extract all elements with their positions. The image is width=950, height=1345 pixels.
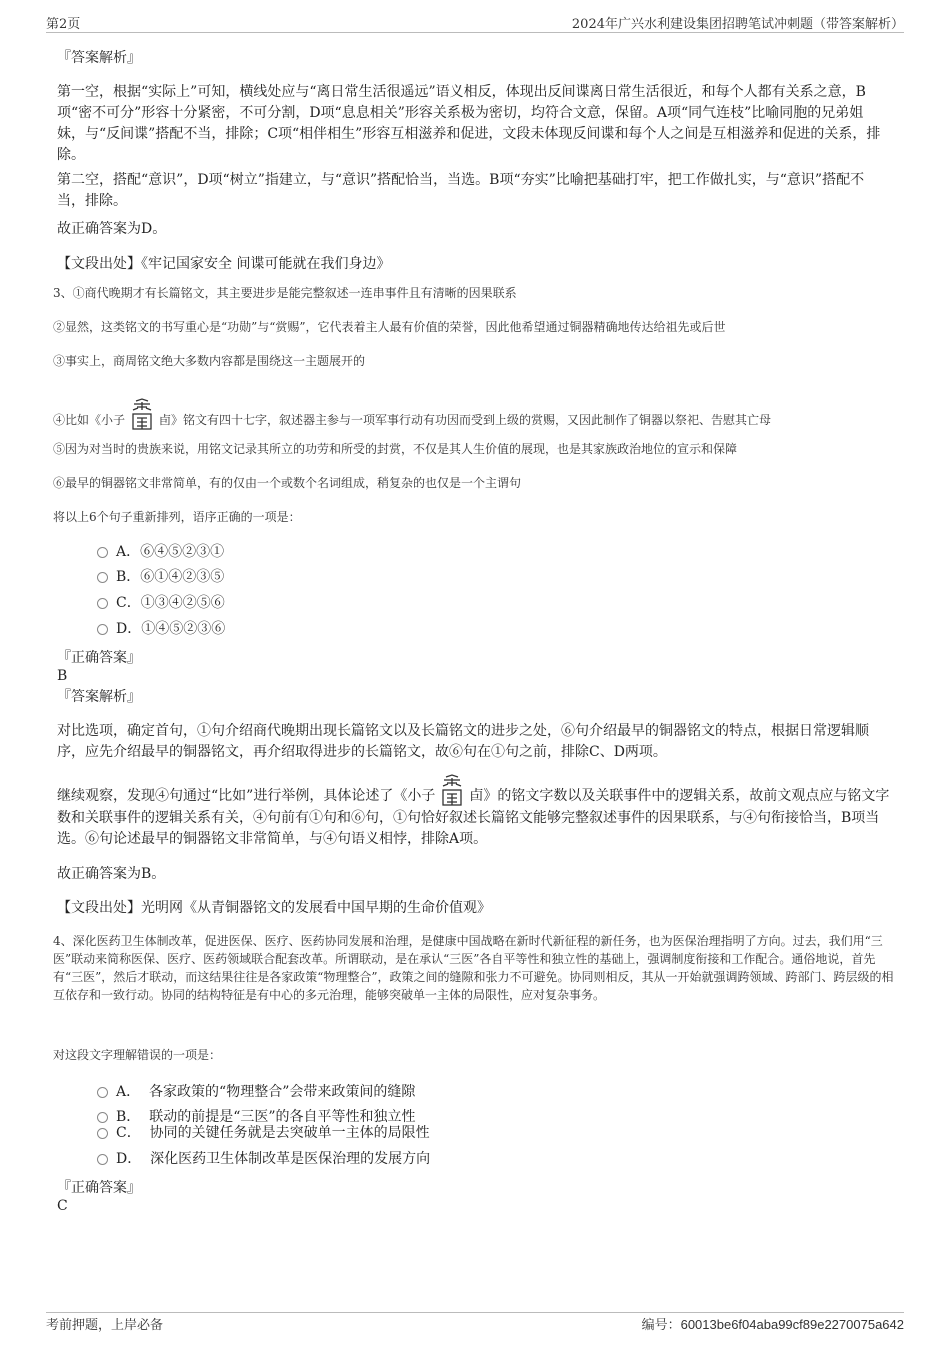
q4-option-b[interactable]: B． 联动的前提是“三医”的各自平等性和独立性: [97, 1107, 416, 1127]
q3-analysis-para1: 对比选项，确定首句，①句介绍商代晚期出现长篇铭文以及长篇铭文的进步之处，⑥句介绍最早的铜器铭文的特点，根据日常逻辑顺序，应先介绍最早的铜器铭文，再介绍取得进步的长篇铭文，故⑥句在①句之前，排除C、D两项。: [57, 723, 869, 760]
q3-prompt: 将以上6个句子重新排列，语序正确的一项是：: [53, 510, 301, 524]
q4-option-d[interactable]: D． 深化医药卫生体制改革是医保治理的发展方向: [97, 1149, 430, 1169]
footer-serial: [642, 1314, 904, 1333]
footer-serial-label: 编号：: [641, 1318, 681, 1333]
radio-icon[interactable]: [97, 1154, 108, 1165]
radio-icon[interactable]: [97, 624, 108, 635]
radio-icon[interactable]: [97, 1128, 108, 1139]
q3-sentence-4: [53, 398, 771, 432]
q3-sentence-2: ②显然，这类铭文的书写重心是“功勋”与“赏赐”，它代表着主人最有价值的荣誉，因此他希望通过铜器精确地传达给祖先或后世: [53, 320, 726, 334]
q3-option-c[interactable]: C．①③④②⑤⑥: [97, 593, 225, 613]
q4-option-a[interactable]: A． 各家政策的“物理整合”会带来政策间的缝隙: [97, 1082, 415, 1102]
q4-option-c[interactable]: C． 协同的关键任务就是去突破单一主体的局限性: [97, 1123, 430, 1143]
q3-option-a[interactable]: A．⑥④⑤②③①: [97, 542, 224, 562]
q4-stem: 4、深化医药卫生体制改革，促进医保、医疗、医药协同发展和治理，是健康中国战略在新时代新征程的新任务，也为医保治理指明了方向。过去，我们用“三医”联动来简称医保、医疗、医药领域联合配套改革。所谓联动，是在承认“三医”各自平等性和独立性的基础上，强调制度衔接和工作配合。通俗地说，首先有“三医”，然后才联动，而这结果往往是各家政策“物理整合”，政策之间的缝隙和张力不可避免。协同则相反，其从一开始就强调跨领域、跨部门、跨层级的相互依存和一致行动。协同的结构特征是有中心的多元治理，能够突破单一主体的局限性，应对复杂事务。: [53, 934, 894, 1002]
radio-icon[interactable]: [97, 572, 108, 583]
q3-sentence-1: 3、①商代晚期才有长篇铭文，其主要进步是能完整叙述一连串事件且有清晰的因果联系: [53, 286, 517, 300]
q3-option-d[interactable]: D．①④⑤②③⑥: [97, 619, 225, 639]
q2-analysis-para1: 第一空，根据“实际上”可知，横线处应与“离日常生活很遥远”语义相反，体现出反间谍离日常生活很近，和每个人都有关系之意，B项“密不可分”形容十分紧密，不可分割，D项“息息相关”形容关系极为密切，均符合文意，保留。A项“同气连枝”比喻同胞的兄弟姐妹，与“反间谍”搭配不当，排除；C项“相伴相生”形容互相滋养和促进，文段未体现反间谍和每个人之间是互相滋养和促进的关系，排除。: [57, 84, 881, 163]
ancient-character-glyph-icon: [438, 774, 466, 808]
q4-prompt: 对这段文字理解错误的一项是：: [53, 1048, 222, 1062]
radio-icon[interactable]: [97, 1087, 108, 1098]
radio-icon[interactable]: [97, 547, 108, 558]
ancient-character-glyph-icon: [128, 398, 156, 432]
q2-conclusion: 故正确答案为D。: [57, 221, 167, 237]
page-number: 第2页: [46, 17, 81, 32]
q2-analysis-label: 『答案解析』: [57, 50, 141, 66]
q2-analysis-para2: 第二空，搭配“意识”，D项“树立”指建立，与“意识”搭配恰当，当选。B项“夯实”比喻把基础打牢，把工作做扎实，与“意识”搭配不当，排除。: [57, 172, 865, 209]
radio-icon[interactable]: [97, 1112, 108, 1123]
q4-answer: C: [57, 1198, 68, 1214]
q3-sentence-3: ③事实上，商周铭文绝大多数内容都是围绕这一主题展开的: [53, 354, 366, 368]
q3-para2-before: 继续观察，发现④句通过“比如”进行举例，具体论述了《小子: [57, 788, 436, 804]
q3-conclusion: 故正确答案为B。: [57, 866, 166, 882]
document-title: 2024年广兴水利建设集团招聘笔试冲刺题（带答案解析）: [571, 17, 904, 32]
q3-para2-after: 卣》的铭文字数以及关联事件中的逻辑关系，故前文观点应与铭文字数和关联事件的逻辑关系有关，④句前有①句和⑥句，①句恰好叙述长篇铭文能够完整叙述事件的因果联系，与④句衔接恰当，B项当选。⑥句论述最早的铜器铭文非常简单，与④句语义相悖，排除A项。: [57, 788, 890, 847]
footer-serial-value: 60013be6f04aba99cf89e2270075a642: [680, 1317, 904, 1332]
header-divider: [46, 32, 904, 33]
q3-sentence-6: ⑥最早的铜器铭文非常简单，有的仅由一个或数个名词组成，稍复杂的也仅是一个主谓句: [53, 476, 522, 490]
q4-answer-label: 『正确答案』: [57, 1180, 141, 1196]
q3-answer-label: 『正确答案』: [57, 650, 141, 666]
q3-sentence-5: ⑤因为对当时的贵族来说，用铭文记录其所立的功劳和所受的封赏，不仅是其人生价值的展现，也是其家族政治地位的宣示和保障: [53, 442, 738, 456]
radio-icon[interactable]: [97, 598, 108, 609]
q2-source: 【文段出处】《牢记国家安全 间谍可能就在我们身边》: [57, 256, 391, 272]
q3-answer: B: [57, 668, 68, 684]
q3-source: 【文段出处】光明网《从青铜器铭文的发展看中国早期的生命价值观》: [57, 900, 491, 916]
q3-analysis-para2: [57, 774, 891, 850]
q3-analysis-label: 『答案解析』: [57, 689, 141, 705]
footer-divider: [46, 1312, 904, 1313]
q3-s4-before: ④比如《小子: [53, 413, 126, 427]
q3-s4-after: 卣》铭文有四十七字，叙述器主参与一项军事行动有功因而受到上级的赏赐，又因此制作了铜器以祭祀、告慰其亡母: [159, 413, 772, 427]
q3-option-b[interactable]: B．⑥①④②③⑤: [97, 567, 224, 587]
footer-slogan: 考前押题，上岸必备: [46, 1318, 164, 1333]
